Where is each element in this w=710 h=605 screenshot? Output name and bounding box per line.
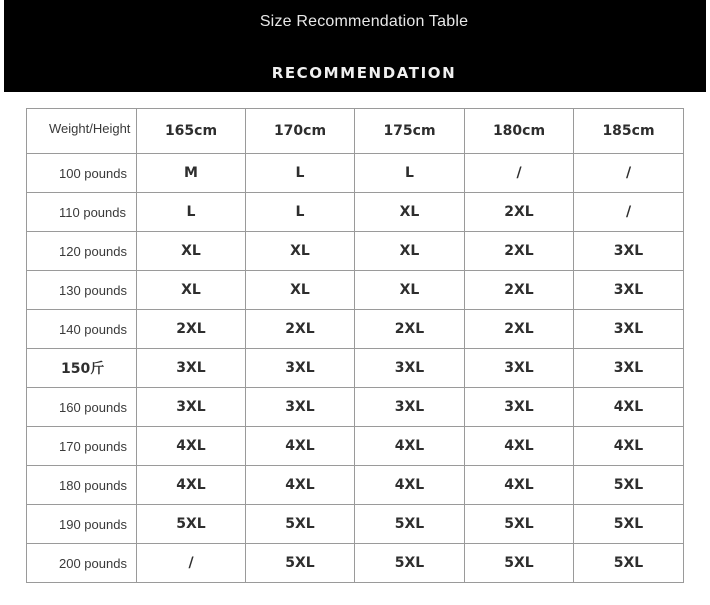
header-banner bbox=[4, 0, 706, 92]
size-cell: 2XL bbox=[465, 232, 574, 271]
size-table-body bbox=[27, 109, 684, 583]
size-cell: 5XL bbox=[574, 466, 684, 505]
size-cell: 5XL bbox=[574, 544, 684, 583]
height-header: 175cm bbox=[355, 109, 465, 154]
size-cell: 4XL bbox=[137, 427, 246, 466]
size-cell: 5XL bbox=[246, 505, 355, 544]
size-cell: 3XL bbox=[574, 232, 684, 271]
size-cell: 2XL bbox=[355, 310, 465, 349]
table-row bbox=[27, 310, 684, 349]
weight-label: 180 pounds bbox=[27, 466, 137, 505]
size-cell: 3XL bbox=[246, 388, 355, 427]
weight-label: 170 pounds bbox=[27, 427, 137, 466]
size-cell: XL bbox=[137, 232, 246, 271]
height-header: 180cm bbox=[465, 109, 574, 154]
banner-subtitle: RECOMMENDATION bbox=[271, 64, 457, 82]
weight-label: 200 pounds bbox=[27, 544, 137, 583]
size-cell: 3XL bbox=[246, 349, 355, 388]
size-cell: 5XL bbox=[574, 505, 684, 544]
size-cell: 2XL bbox=[465, 193, 574, 232]
size-cell: / bbox=[574, 193, 684, 232]
table-row bbox=[27, 505, 684, 544]
banner-title: Size Recommendation Table bbox=[259, 13, 469, 30]
size-cell: / bbox=[574, 154, 684, 193]
table-row bbox=[27, 466, 684, 505]
size-cell: 3XL bbox=[355, 349, 465, 388]
size-cell: 4XL bbox=[465, 466, 574, 505]
size-cell: XL bbox=[355, 271, 465, 310]
size-cell: 3XL bbox=[574, 271, 684, 310]
height-header: 165cm bbox=[137, 109, 246, 154]
weight-label: 160 pounds bbox=[27, 388, 137, 427]
table-row bbox=[27, 349, 684, 388]
size-cell: 5XL bbox=[465, 505, 574, 544]
size-cell: 2XL bbox=[137, 310, 246, 349]
table-row bbox=[27, 154, 684, 193]
table-row bbox=[27, 271, 684, 310]
size-cell: 3XL bbox=[574, 349, 684, 388]
size-cell: 4XL bbox=[574, 427, 684, 466]
size-cell: XL bbox=[355, 193, 465, 232]
size-cell: XL bbox=[246, 232, 355, 271]
size-cell: L bbox=[246, 193, 355, 232]
size-cell: 2XL bbox=[465, 310, 574, 349]
size-cell: XL bbox=[137, 271, 246, 310]
size-cell: 4XL bbox=[574, 388, 684, 427]
size-cell: L bbox=[355, 154, 465, 193]
height-header: 185cm bbox=[574, 109, 684, 154]
table-row bbox=[27, 193, 684, 232]
size-cell: 5XL bbox=[355, 544, 465, 583]
size-cell: / bbox=[137, 544, 246, 583]
size-cell: 4XL bbox=[137, 466, 246, 505]
size-cell: 2XL bbox=[465, 271, 574, 310]
size-cell: 3XL bbox=[465, 349, 574, 388]
size-cell: 5XL bbox=[355, 505, 465, 544]
weight-label: 110 pounds bbox=[27, 193, 137, 232]
size-cell: L bbox=[246, 154, 355, 193]
corner-label: Weight/Height bbox=[27, 109, 137, 154]
size-table bbox=[26, 108, 684, 583]
table-row bbox=[27, 427, 684, 466]
size-cell: XL bbox=[355, 232, 465, 271]
size-cell: / bbox=[465, 154, 574, 193]
table-row bbox=[27, 544, 684, 583]
weight-label: 100 pounds bbox=[27, 154, 137, 193]
weight-label: 130 pounds bbox=[27, 271, 137, 310]
size-cell: 4XL bbox=[355, 466, 465, 505]
size-cell: 3XL bbox=[137, 349, 246, 388]
weight-label: 150斤 bbox=[27, 349, 137, 388]
weight-label: 190 pounds bbox=[27, 505, 137, 544]
size-cell: L bbox=[137, 193, 246, 232]
size-cell: 2XL bbox=[246, 310, 355, 349]
size-cell: 5XL bbox=[137, 505, 246, 544]
height-header: 170cm bbox=[246, 109, 355, 154]
size-cell: 4XL bbox=[355, 427, 465, 466]
table-row bbox=[27, 388, 684, 427]
size-cell: M bbox=[137, 154, 246, 193]
size-cell: XL bbox=[246, 271, 355, 310]
size-cell: 4XL bbox=[246, 427, 355, 466]
size-cell: 5XL bbox=[465, 544, 574, 583]
header-row bbox=[27, 109, 684, 154]
weight-label: 120 pounds bbox=[27, 232, 137, 271]
size-cell: 3XL bbox=[355, 388, 465, 427]
size-cell: 4XL bbox=[246, 466, 355, 505]
size-cell: 4XL bbox=[465, 427, 574, 466]
size-cell: 3XL bbox=[574, 310, 684, 349]
size-cell: 5XL bbox=[246, 544, 355, 583]
table-row bbox=[27, 232, 684, 271]
weight-label: 140 pounds bbox=[27, 310, 137, 349]
size-cell: 3XL bbox=[137, 388, 246, 427]
size-cell: 3XL bbox=[465, 388, 574, 427]
